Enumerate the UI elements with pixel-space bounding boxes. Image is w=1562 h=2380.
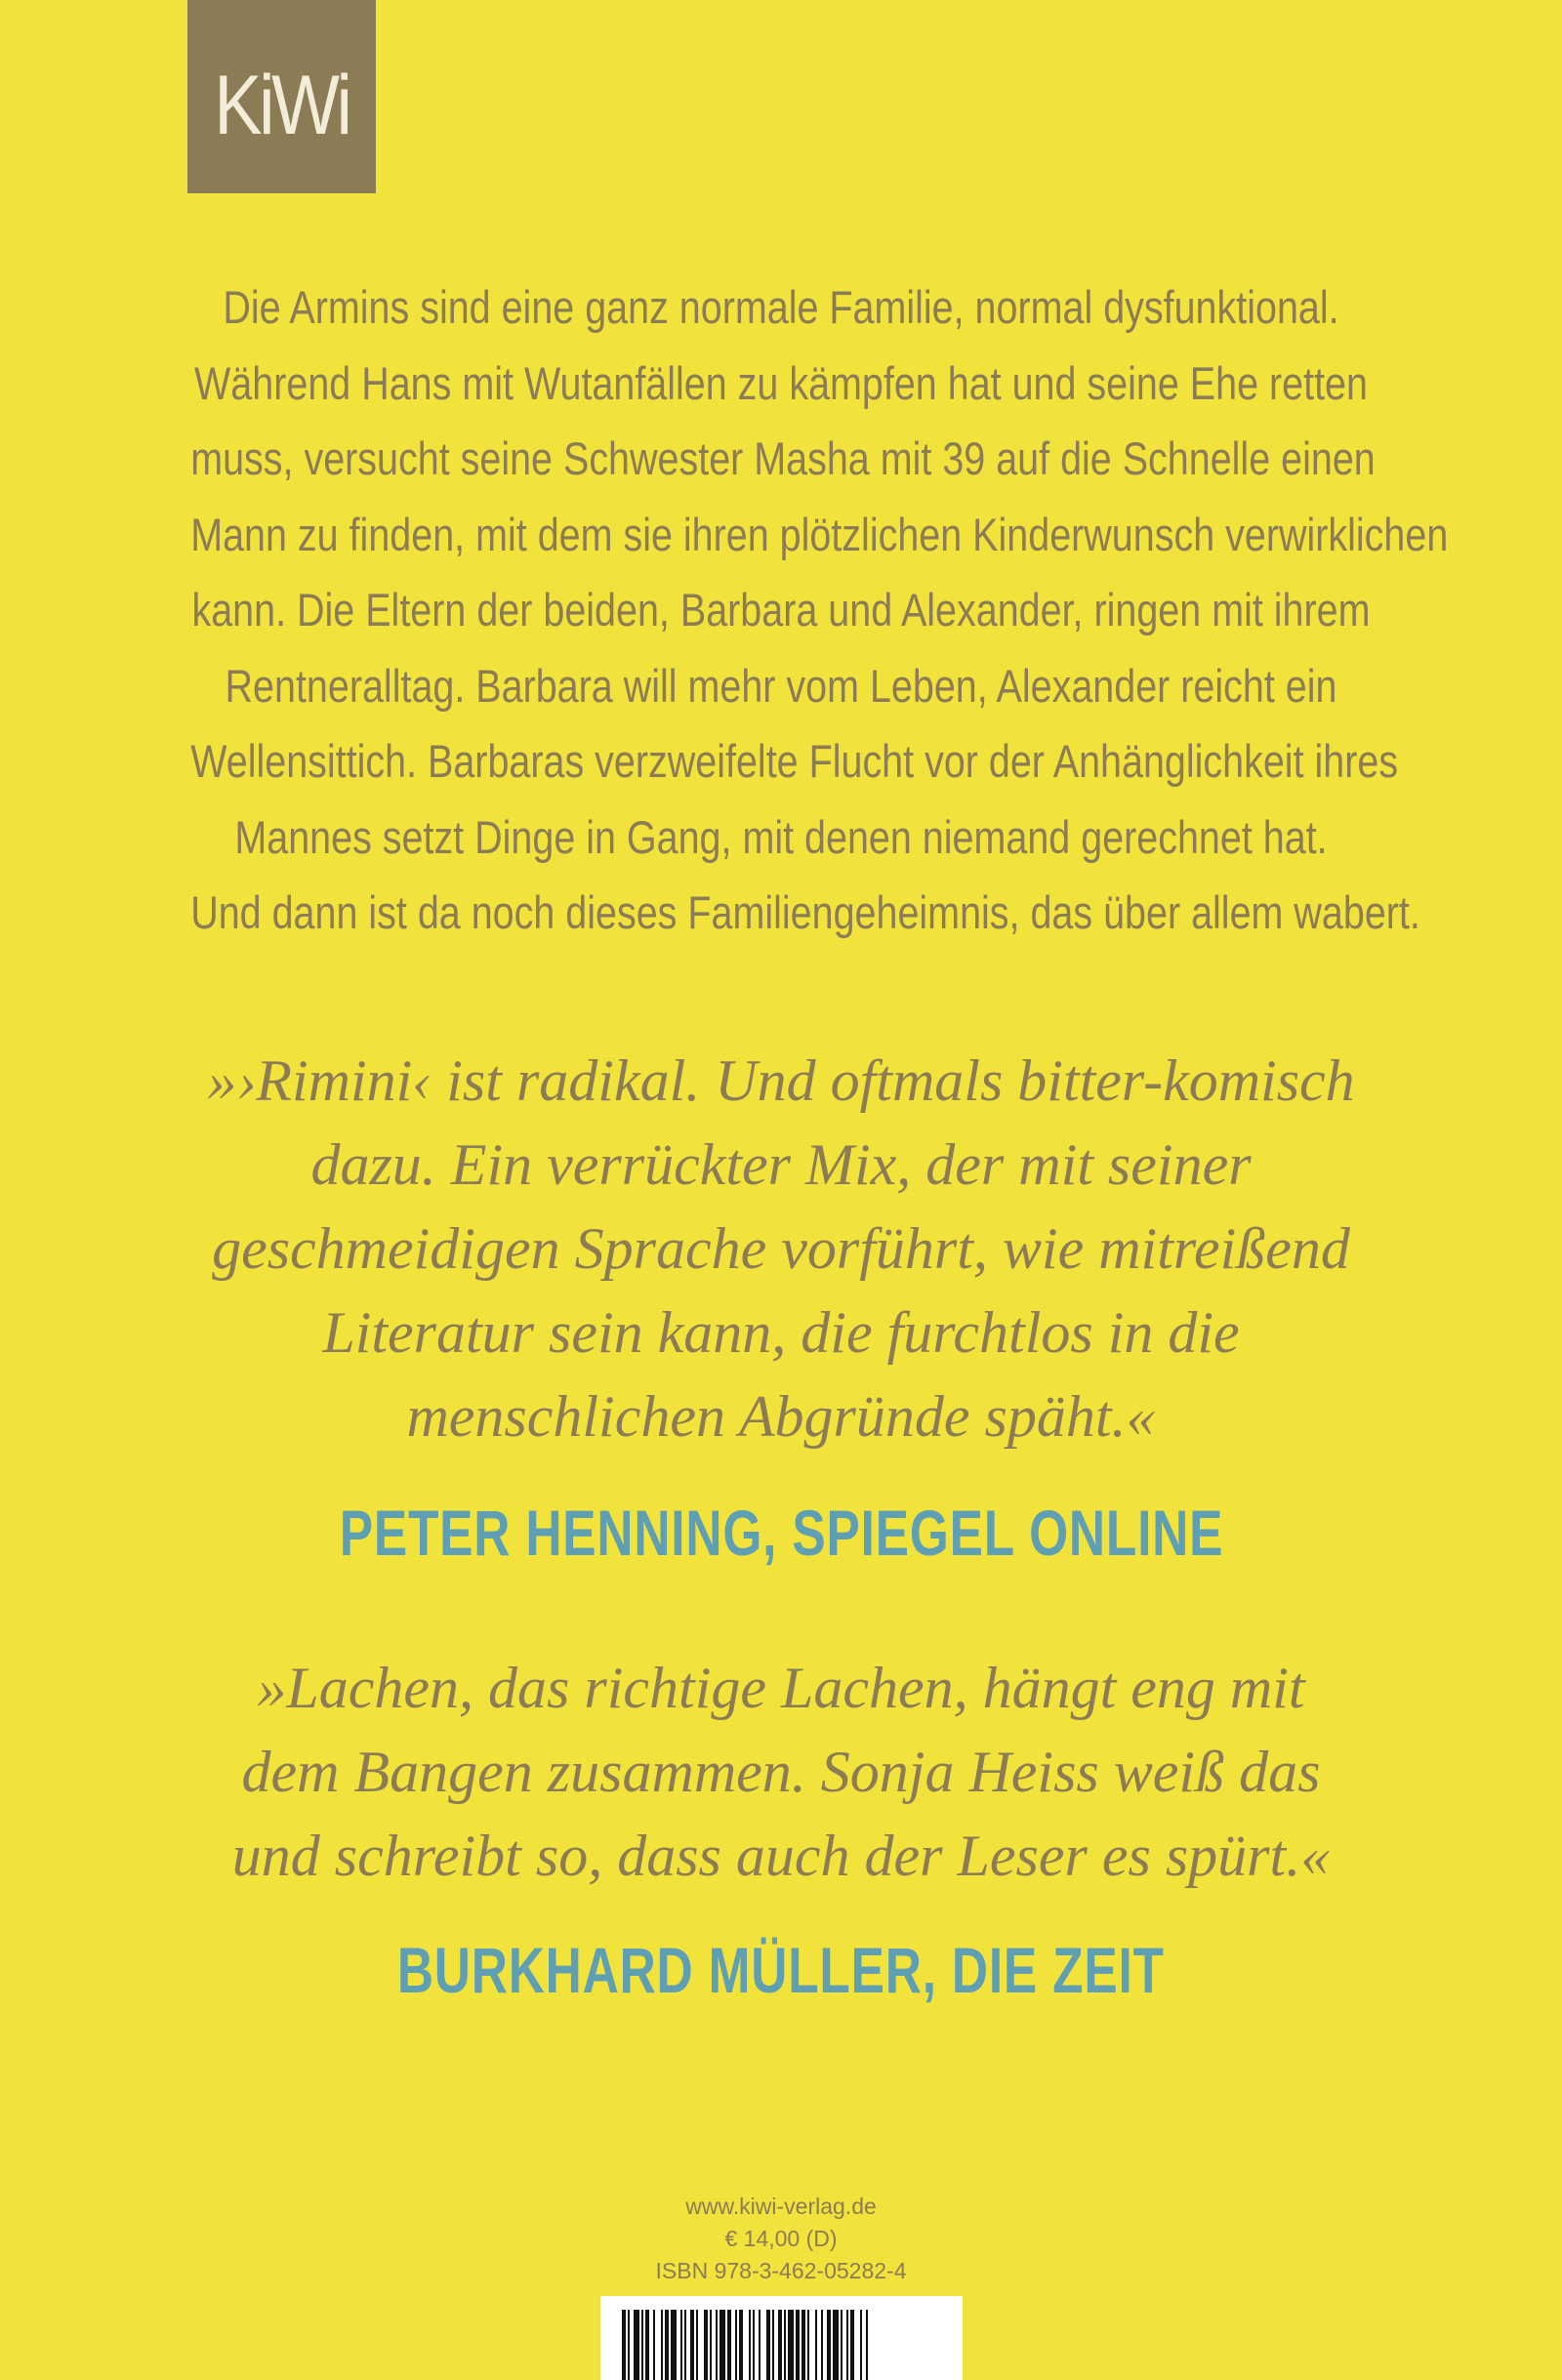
barcode-bar [807,2310,809,2380]
barcode-bar [710,2310,712,2380]
barcode-bar [671,2310,677,2380]
kiwi-logo [187,0,376,193]
blurb-line: Und dann ist da noch dieses Familiengeheimnis, das über allem wabert. [190,886,1420,938]
barcode-bar [796,2310,800,2380]
barcode-bar [653,2310,655,2380]
barcode-bar [833,2310,839,2380]
barcode-bar [821,2310,823,2380]
barcode-bar [802,2310,805,2380]
barcode-bar [684,2310,686,2380]
barcode-bar [778,2310,782,2380]
barcode-bar [727,2310,731,2380]
publisher-info [586,2191,976,2287]
publisher-website: www.kiwi-verlag.de [685,2194,877,2219]
barcode-bar [661,2310,663,2380]
barcode-bar [841,2310,843,2380]
attribution-text: PETER HENNING, SPIEGEL ONLINE [339,1497,1223,1569]
barcode-bar [622,2310,626,2380]
barcode-bar [846,2310,848,2380]
blurb-line: muss, versucht seine Schwester Masha mit 39 auf die Schnelle einen [190,432,1376,484]
quote-line: »›Rimini‹ ist radikal. Und oftmals bitter-komisch [207,1048,1355,1113]
barcode-bar [719,2310,725,2380]
quote-line: und schreibt so, dass auch der Leser es spürt.« [231,1824,1331,1888]
price: € 14,00 (D) [724,2226,838,2251]
barcode-bar [680,2310,682,2380]
barcode-bar [749,2310,751,2380]
blurb-line: Wellensittich. Barbaras verzweifelte Flucht vor der Anhänglichkeit ihres [190,735,1399,787]
quote-attribution [78,1494,1484,1572]
barcode-bar [772,2310,774,2380]
blurb-line: Die Armins sind eine ganz normale Familie, normal dysfunktional. [223,281,1339,333]
quote-line: dazu. Ein verrückter Mix, der mit seiner [310,1132,1252,1197]
blurb-line: kann. Die Eltern der beiden, Barbara und Alexander, ringen mit ihrem [191,584,1371,636]
barcode-bar [628,2310,630,2380]
blurb-line: Mann zu finden, mit dem sie ihren plötzlichen Kinderwunsch verwirklichen [190,508,1449,560]
barcode-bar [645,2310,649,2380]
barcode-bar [860,2310,862,2380]
barcode-bar [815,2310,817,2380]
barcode-bar [766,2310,770,2380]
barcode-bar [690,2310,694,2380]
review-quote-spiegel [78,1039,1484,1458]
blurb-line: Rentneralltag. Barbara will mehr vom Leben, Alexander reicht ein [225,659,1337,712]
blurb-line: Mannes setzt Dinge in Gang, mit denen niemand gerechnet hat. [234,810,1328,863]
barcode-bar [704,2310,708,2380]
barcode-bar [784,2310,786,2380]
isbn: ISBN 978-3-462-05282-4 [655,2258,907,2283]
barcode-bar [665,2310,669,2380]
barcode-bar [753,2310,755,2380]
barcode-bar [788,2310,794,2380]
barcode-bar [696,2310,698,2380]
barcode-bar [850,2310,854,2380]
barcode-bar [634,2310,639,2380]
quote-line: »Lachen, das richtige Lachen, hängt eng mit [257,1656,1305,1720]
barcode-bar [866,2310,868,2380]
barcode-bar [716,2310,718,2380]
barcode-bar [759,2310,760,2380]
quote-line: menschlichen Abgründe späht.« [406,1384,1156,1449]
barcode-bar [641,2310,643,2380]
quote-line: Literatur sein kann, die furchtlos in die [322,1300,1240,1365]
blurb-line: Während Hans mit Wutanfällen zu kämpfen hat und seine Ehe retten [194,356,1368,409]
attribution-text: BURKHARD MÜLLER, DIE ZEIT [397,1934,1165,2006]
review-quote-zeit [78,1646,1484,1898]
logo-text: KiWi [214,58,349,152]
blurb-text [78,269,1484,951]
barcode-bar [739,2310,743,2380]
quote-line: geschmeidigen Sprache vorführt, wie mitreißend [212,1216,1350,1281]
barcode-bar [827,2310,831,2380]
quote-line: dem Bangen zusammen. Sonja Heiss weiß das [241,1740,1321,1804]
barcode [600,2296,963,2380]
quote-attribution [78,1931,1484,2009]
barcode-bars [622,2310,941,2380]
barcode-bar [735,2310,737,2380]
